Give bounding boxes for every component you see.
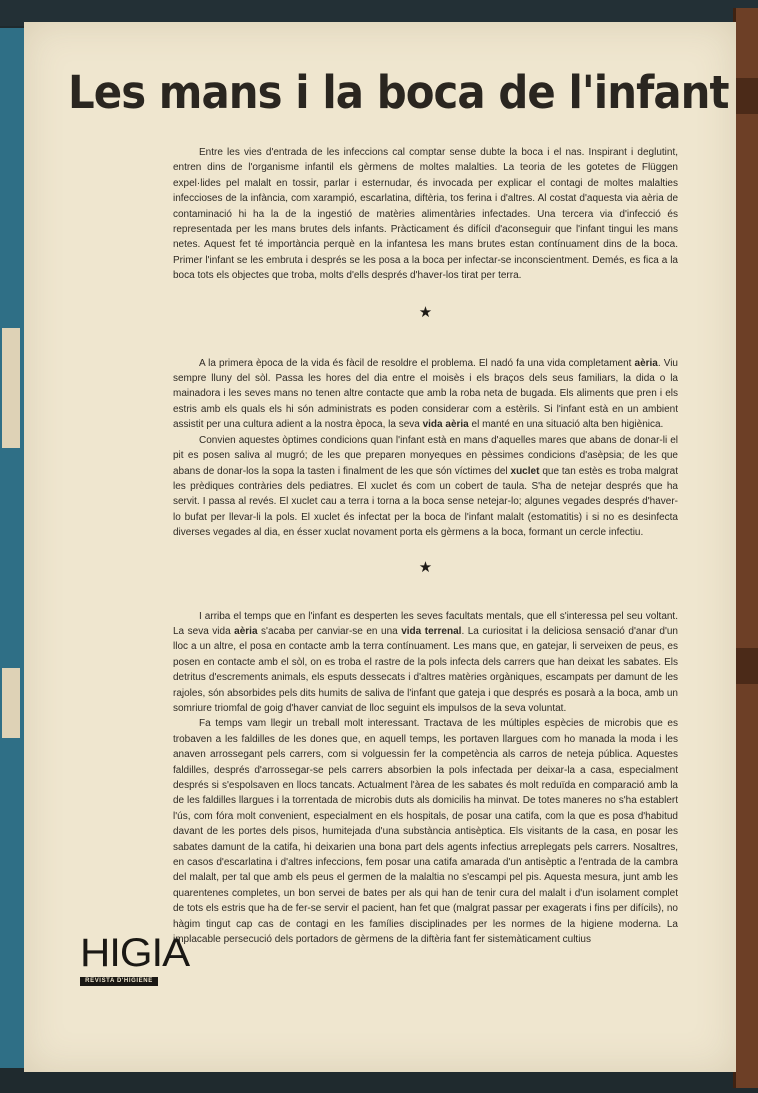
text-run: que tan estès es troba malgrat les prèdiques contràries dels pediatres. El xuclet és com un cobert de taula. S'ha de netejar després que ha servit. I passa al revés. El xuclet cau a terra i torna a la boca sense netejar-lo; algunes vegades després d'haver-lo bufat per llevar-li la pols. El xuclet és infectat per la boca de l'infant malalt (estomatitis) i si no es desinfecta diverses vegades al dia, en ésser xuclat novament porta els gèrmens a la boca, formant un cercle infectiu. — [173, 465, 678, 539]
text-run: s'acaba per canviar-se en una — [257, 625, 402, 637]
article-body — [173, 145, 678, 947]
text-run: Convien aquestes òptimes condicions quan l'infant està en mans d'aquelles mares que abans de donar-li el pit es posen saliva al mugró; de les que preparen monyeques en pèssimes condicions d'asèpsia; de les que abans de donar-los la sopa la tasten i finalment de les que són víctimes del — [173, 434, 678, 477]
bold-term: aèria — [634, 357, 658, 369]
binding-band — [736, 648, 758, 684]
star-separator: ★ — [418, 558, 433, 576]
binding-band — [736, 78, 758, 114]
text-run: A la primera època de la vida és fàcil de resoldre el problema. El nadó fa una vida completament — [199, 357, 635, 369]
paragraph — [173, 609, 678, 717]
page-title: Les mans i la boca de l'infant — [68, 66, 729, 119]
text-run: el manté en una situació alta ben higiènica. — [468, 419, 664, 431]
logo-wordmark: HIGIA — [80, 931, 190, 975]
bold-term: aèria — [234, 625, 258, 637]
left-binding-edge — [0, 28, 26, 1068]
bold-term: xuclet — [510, 465, 540, 477]
binding-strip — [2, 668, 20, 738]
bold-term: vida terrenal — [401, 625, 462, 637]
paragraph — [173, 433, 678, 541]
bold-term: vida aèria — [422, 419, 469, 431]
document-page — [24, 22, 736, 1072]
text-run: . Viu sempre lluny del sòl. Passa les hores del dia entre el moisès i els braços dels seus familiars, la dida o la mainadora i les seves mans no tenen altre contacte que amb la roba neta de bugada. Els aliments que pren i els estris amb els quals els hi són administrats es poden considerar com a estèrils. Si l'infant està en un ambient assistit per una cultura adient a la nostra època, la seva — [173, 357, 678, 431]
text-run: . La curiositat i la deliciosa sensació d'anar d'un lloc a un altre, el posa en contacte amb la terra contínuament. Les mans que, en gatejar, li serveixen de peus, es posen en contacte amb el sòl, on es troba el rastre de la pols infecta dels carrers que han deixat les sabates. Els detritus d'escrements animals, els esputs dessecats i d'altres matèries orgàniques, escampats per damunt de les rajoles, són absorbides pels dits humits de saliva de l'infant que gateja i que després es posarà a la boca, amb un somriure triomfal de goig d'haver canviat de lloc seguint els impulsos de la seva voluntat. — [173, 625, 678, 714]
right-binding-edge — [733, 8, 758, 1088]
binding-strip — [2, 328, 20, 448]
higia-logo — [80, 931, 190, 987]
paragraph: Entre les vies d'entrada de les infeccions cal comptar sense dubte la boca i el nas. Inspirant i deglutint, entren dins de l'organisme infantil els gèrmens de moltes malalties. La teoria de les gotetes de Flüggen expel·lides pel malalt en tossir, parlar i esternudar, és invocada per explicar el contagi de moltes malalties infeccioses de la infància, com xarampió, escarlatina, diftèria, tos ferina i d'altres. Al costat d'aquesta via aèria de contaminació hi ha la de la ingestió de matèries alimentàries infectades. Una tercera via d'infecció és representada per les mans brutes dels infants. Pràcticament és difícil d'aconseguir que l'infant tingui les mans netes. Aquest fet té importància perquè en la infantesa les mans brutes estan contínuament dins de la boca. Primer l'infant se les embruta i després se les posa a la boca per infectar-se inconscientment. Demés, es fica a la boca tots els objectes que troba, molts d'ells després d'haver-los tirat per terra. — [173, 147, 678, 282]
star-separator: ★ — [418, 303, 433, 321]
paragraph — [173, 356, 678, 433]
logo-subtitle: REVISTA D'HIGIENE — [80, 977, 158, 986]
text-run: I arriba el temps que en l'infant es desperten les seves facultats mentals, que ell s'interessa pel seu voltant. La seva vida — [173, 610, 678, 637]
paragraph: Fa temps vam llegir un treball molt interessant. Tractava de les múltiples espècies de microbis que es trobaven a les faldilles de les dones que, en aquell temps, les portaven llargues com ho manada la moda i les anaven arrossegant pels carrers, com si volguessin fer la competència als carros de neteja pública. Aquestes faldilles, després d'arrossegar-se pels carrers absorbien la pols infectada per deixar-la a casa, especialment després si s'espolsaven en llocs tancats. Actualment l'àrea de les sabates és molt reduïda en comparació amb la de les faldilles llargues i la torrentada de microbis duts als domicilis ha minvat. De totes maneres no s'ha establert l'ús, com fóra molt convenient, especialment en els hospitals, de posar una catifa, com la que es posa d'habitud davant de les portes dels pisos, humitejada d'una substància antisèptica. Els visitants de la casa, en posar les sabates damunt de la catifa, hi deixarien una bona part dels agents infectius arreplegats pels carrers. Nosaltres, en casos d'escarlatina i d'altres infeccions, fem posar una catifa amarada d'un antisèptic a l'entrada de la cambra del malalt, per tal que amb els peus el germen de la malaltia no s'escampi pel pis. Aquesta mesura, junt amb les quarentenes completes, un bon servei de bates per als qui han de tenir cura del malalt i d'un isolament complet de tots els estris que ha de fer-se servir el pacient, han fet que (malgrat passar per exagerats i fins per difícils), no hàgim tingut cap cas de contagi en les famílies disciplinades per les normes de la higiene moderna. La implacable persecució dels portadors de gèrmens de la diftèria fant fer sistemàticament cultius — [173, 718, 678, 946]
